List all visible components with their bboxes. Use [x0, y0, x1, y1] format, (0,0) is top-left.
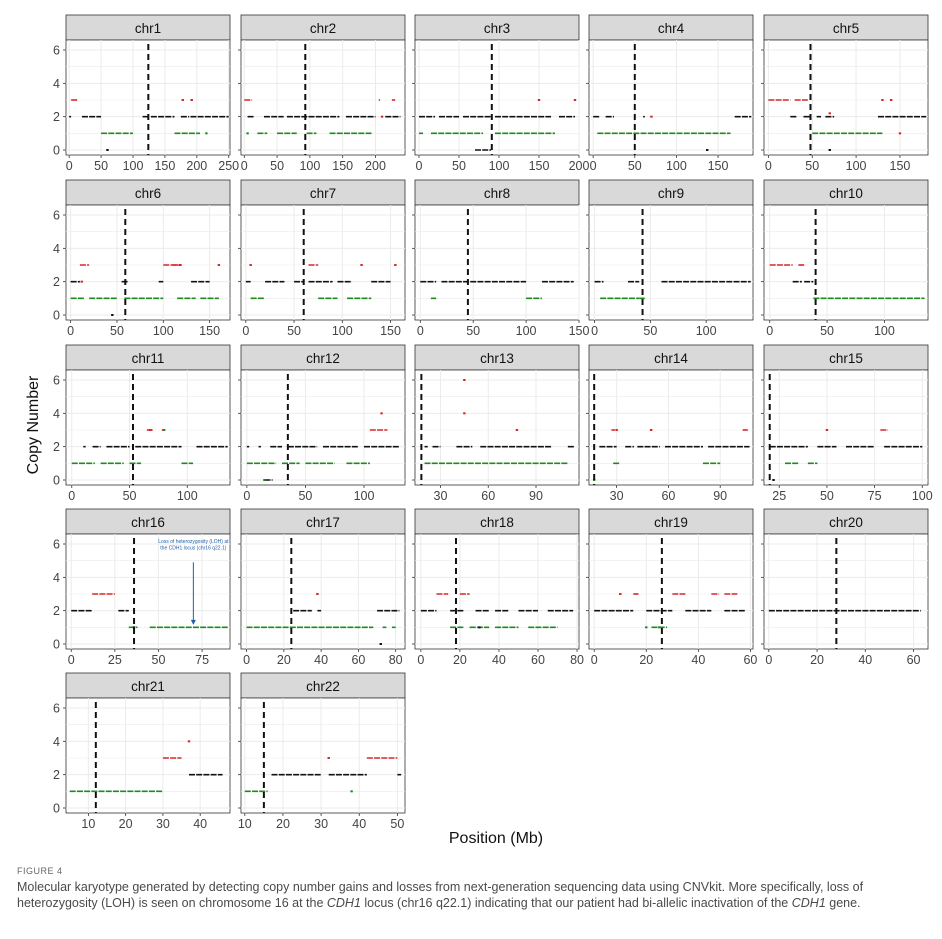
x-tick-label: 40 — [193, 817, 208, 831]
strip-label-chr8: chr8 — [483, 186, 511, 201]
strip-label-chr11: chr11 — [131, 351, 165, 366]
plot-area-chr3 — [415, 40, 579, 155]
panel-chr9 — [586, 180, 753, 338]
y-tick-label: 2 — [53, 110, 60, 125]
x-tick-label: 0 — [591, 324, 599, 338]
x-tick-label: 30 — [433, 489, 448, 503]
x-tick-label: 0 — [765, 653, 773, 667]
copy-point — [106, 149, 108, 151]
x-tick-label: 50 — [94, 159, 109, 173]
panel-chr4 — [586, 15, 753, 173]
x-tick-label: 0 — [764, 159, 772, 173]
caption-gene-1: CDH1 — [326, 896, 361, 910]
copy-point — [263, 479, 265, 481]
panel-chr14 — [586, 345, 753, 503]
plot-area-chr10 — [764, 205, 928, 320]
x-tick-label: 60 — [661, 489, 676, 503]
plot-area-chr11 — [66, 370, 230, 485]
x-tick-label: 250 — [218, 159, 240, 173]
copy-point — [328, 757, 330, 759]
strip-label-chr5: chr5 — [832, 21, 860, 36]
x-tick-label: 0 — [68, 489, 76, 503]
y-tick-label: 4 — [53, 734, 60, 749]
x-tick-label: 40 — [314, 653, 329, 667]
x-tick-label: 100 — [176, 489, 198, 503]
x-tick-label: 50 — [452, 159, 466, 173]
copy-point — [316, 593, 318, 595]
strip-label-chr16: chr16 — [131, 515, 165, 530]
plot-area-chr18 — [415, 534, 579, 649]
x-tick-label: 200 — [186, 159, 208, 173]
figure-caption — [17, 866, 929, 911]
x-tick-label: 150 — [889, 159, 911, 173]
panel-chr17 — [238, 509, 405, 667]
y-tick-label: 0 — [53, 637, 60, 652]
panel-chr19 — [586, 509, 757, 667]
panel-chr1 — [53, 15, 239, 173]
x-tick-label: 150 — [199, 324, 221, 338]
copy-point — [478, 626, 480, 628]
y-axis-label: Copy Number — [25, 375, 42, 475]
figure-caption-text — [17, 879, 929, 911]
copy-point — [829, 149, 831, 151]
copy-point — [772, 479, 774, 481]
plot-area-chr7 — [241, 205, 405, 320]
copy-point — [249, 264, 251, 266]
y-tick-label: 0 — [53, 308, 60, 323]
panel-chr10 — [761, 180, 928, 338]
strip-label-chr1: chr1 — [134, 21, 162, 36]
x-tick-label: 50 — [466, 324, 481, 338]
copy-point — [380, 643, 382, 645]
x-tick-label: 30 — [314, 817, 329, 831]
y-tick-label: 6 — [53, 701, 60, 716]
y-tick-label: 6 — [53, 208, 60, 223]
y-tick-label: 6 — [53, 537, 60, 552]
plot-area-chr2 — [241, 40, 405, 155]
panel-chr22 — [238, 673, 405, 831]
y-tick-label: 2 — [53, 604, 60, 619]
figure-label: FIGURE 4 — [17, 866, 63, 876]
x-tick-label: 50 — [110, 324, 124, 338]
copy-point — [182, 99, 184, 101]
strip-label-chr18: chr18 — [480, 515, 514, 530]
x-tick-label: 100 — [695, 324, 717, 338]
x-tick-label: 0 — [67, 653, 75, 667]
strip-label-chr9: chr9 — [657, 186, 685, 201]
copy-point — [615, 429, 617, 431]
x-tick-label: 90 — [529, 489, 543, 503]
x-tick-label: 25 — [772, 489, 787, 503]
copy-point — [658, 626, 660, 628]
x-tick-label: 10 — [81, 817, 96, 831]
x-tick-label: 75 — [195, 653, 210, 667]
x-tick-label: 50 — [270, 159, 285, 173]
x-tick-label: 50 — [820, 324, 835, 338]
x-tick-label: 100 — [515, 324, 537, 338]
plot-area-chr22 — [241, 698, 405, 813]
x-tick-label: 20 — [276, 817, 290, 831]
panel-chr12 — [238, 345, 405, 503]
copy-point — [81, 281, 83, 283]
x-tick-label: 90 — [713, 489, 728, 503]
copy-point — [619, 593, 621, 595]
plot-area-chr4 — [589, 40, 753, 155]
strip-label-chr10: chr10 — [829, 186, 863, 201]
x-tick-label: 30 — [155, 817, 170, 831]
panel-chr21 — [53, 673, 230, 831]
loh-annotation-text: Loss of heterozygosity (LOH) at — [158, 539, 229, 546]
y-tick-label: 2 — [53, 275, 60, 290]
x-tick-label: 20 — [639, 653, 654, 667]
strip-label-chr17: chr17 — [306, 515, 340, 530]
y-tick-label: 4 — [53, 406, 60, 421]
x-tick-label: 50 — [298, 489, 313, 503]
plot-area-chr20 — [764, 534, 928, 649]
x-tick-label: 0 — [766, 324, 774, 338]
panel-chr5 — [761, 15, 928, 173]
y-tick-label: 0 — [53, 473, 60, 488]
x-tick-label: 0 — [243, 653, 251, 667]
panel-chr18 — [412, 509, 584, 667]
x-tick-label: 200 — [568, 159, 590, 173]
x-tick-label: 50 — [643, 324, 658, 338]
strip-label-chr4: chr4 — [657, 21, 685, 36]
y-tick-label: 6 — [53, 43, 60, 58]
x-tick-label: 40 — [858, 653, 873, 667]
copy-point — [645, 626, 647, 628]
copy-point — [179, 264, 181, 266]
x-tick-label: 20 — [276, 653, 291, 667]
plot-area-chr13 — [415, 370, 579, 485]
x-tick-label: 50 — [627, 159, 642, 173]
panel-chr3 — [412, 15, 589, 173]
x-tick-label: 100 — [331, 324, 353, 338]
x-tick-label: 50 — [390, 817, 405, 831]
panel-chr11 — [53, 345, 230, 503]
x-tick-label: 200 — [365, 159, 386, 173]
x-tick-label: 100 — [152, 324, 174, 338]
copy-point — [394, 264, 396, 266]
panel-chr7 — [238, 180, 405, 338]
y-tick-label: 0 — [53, 801, 60, 816]
panel-chr6 — [53, 180, 230, 338]
x-tick-label: 40 — [352, 817, 367, 831]
copy-point — [205, 132, 207, 134]
copy-point — [350, 790, 352, 792]
y-tick-label: 0 — [53, 143, 60, 158]
x-tick-label: 50 — [151, 653, 166, 667]
plot-area-chr21 — [66, 698, 230, 813]
strip-label-chr19: chr19 — [654, 515, 688, 530]
x-tick-label: 0 — [65, 159, 73, 173]
x-tick-label: 75 — [867, 489, 882, 503]
copy-point — [829, 112, 831, 114]
x-tick-label: 100 — [353, 489, 375, 503]
x-tick-label: 20 — [810, 653, 825, 667]
y-tick-label: 6 — [53, 373, 60, 388]
copy-point — [381, 116, 383, 118]
x-tick-label: 60 — [743, 653, 758, 667]
loh-annotation-text: the CDH1 locus (chr16 q22.1) — [160, 545, 227, 552]
x-tick-label: 60 — [351, 653, 366, 667]
x-tick-label: 0 — [240, 159, 248, 173]
strip-label-chr14: chr14 — [654, 351, 688, 366]
plot-area-chr12 — [241, 370, 405, 485]
x-tick-label: 0 — [242, 324, 250, 338]
copy-point — [650, 429, 652, 431]
plot-area-chr8 — [415, 205, 579, 320]
x-tick-label: 50 — [287, 324, 302, 338]
x-tick-label: 30 — [609, 489, 624, 503]
x-tick-label: 0 — [67, 324, 75, 338]
x-tick-label: 150 — [528, 159, 550, 173]
plot-area-chr17 — [241, 534, 405, 649]
plot-area-chr5 — [764, 40, 928, 155]
y-tick-label: 4 — [53, 570, 60, 585]
strip-label-chr20: chr20 — [829, 515, 863, 530]
x-tick-label: 50 — [819, 489, 834, 503]
copy-point — [463, 379, 465, 381]
x-tick-label: 80 — [570, 653, 585, 667]
copy-point — [163, 429, 165, 431]
x-axis-label: Position (Mb) — [448, 830, 544, 847]
x-tick-label: 0 — [416, 324, 424, 338]
copy-point — [899, 132, 901, 134]
copy-point — [246, 132, 248, 134]
x-tick-label: 60 — [481, 489, 496, 503]
copy-point — [111, 314, 113, 316]
caption-part-1: Molecular karyotype generated by detecting copy number gains and losses from next-generation sequencing data using CNVkit. More specifically, loss of heterozygosity (LOH) is seen on chromosome 16 at the — [17, 880, 864, 910]
x-tick-label: 100 — [911, 489, 933, 503]
copy-point — [538, 99, 540, 101]
copy-point — [360, 264, 362, 266]
x-tick-label: 150 — [154, 159, 176, 173]
panel-chr8 — [412, 180, 589, 338]
strip-label-chr22: chr22 — [306, 679, 340, 694]
strip-label-chr3: chr3 — [483, 21, 511, 36]
x-tick-label: 100 — [488, 159, 510, 173]
plot-area-chr14 — [589, 370, 753, 485]
x-tick-label: 0 — [589, 159, 597, 173]
plot-area-chr6 — [66, 205, 230, 320]
copy-point — [574, 99, 576, 101]
x-tick-label: 60 — [906, 653, 921, 667]
panel-chr2 — [238, 15, 405, 173]
y-tick-label: 2 — [53, 768, 60, 783]
x-tick-label: 100 — [122, 159, 144, 173]
x-tick-label: 0 — [590, 653, 598, 667]
copy-point — [650, 116, 652, 118]
copy-point — [463, 412, 465, 414]
x-tick-label: 0 — [243, 489, 251, 503]
panel-chr15 — [761, 345, 933, 503]
y-tick-label: 4 — [53, 241, 60, 256]
strip-label-chr13: chr13 — [480, 351, 514, 366]
strip-label-chr7: chr7 — [309, 186, 337, 201]
x-tick-label: 0 — [417, 653, 425, 667]
x-tick-label: 150 — [568, 324, 590, 338]
x-tick-label: 150 — [707, 159, 729, 173]
x-tick-label: 100 — [665, 159, 687, 173]
plot-area-chr15 — [764, 370, 928, 485]
y-tick-label: 4 — [53, 76, 60, 91]
caption-part-2: locus (chr16 q22.1) indicating that our patient had bi-allelic inactivation of the — [360, 896, 792, 910]
x-tick-label: 60 — [531, 653, 545, 667]
strip-label-chr6: chr6 — [134, 186, 162, 201]
copy-point — [826, 429, 828, 431]
x-tick-label: 50 — [122, 489, 137, 503]
strip-label-chr15: chr15 — [829, 351, 863, 366]
copy-point — [218, 264, 220, 266]
strip-label-chr2: chr2 — [309, 21, 337, 36]
x-tick-label: 100 — [299, 159, 321, 173]
plot-area-chr19 — [589, 534, 753, 649]
x-tick-label: 150 — [332, 159, 354, 173]
copy-point — [149, 429, 151, 431]
strip-label-chr12: chr12 — [306, 351, 340, 366]
x-tick-label: 0 — [415, 159, 423, 173]
copy-point — [191, 99, 193, 101]
caption-gene-2: CDH1 — [791, 896, 826, 910]
panel-chr20 — [761, 509, 928, 667]
x-tick-label: 80 — [388, 653, 403, 667]
x-tick-label: 10 — [237, 817, 252, 831]
x-tick-label: 20 — [452, 653, 467, 667]
panel-chr13 — [412, 345, 579, 503]
y-tick-label: 2 — [53, 440, 60, 455]
x-tick-label: 40 — [491, 653, 506, 667]
x-tick-label: 25 — [107, 653, 122, 667]
copy-point — [890, 99, 892, 101]
copy-point — [188, 740, 190, 742]
x-tick-label: 20 — [118, 817, 133, 831]
x-tick-label: 150 — [380, 324, 401, 338]
x-tick-label: 100 — [845, 159, 867, 173]
panel-chr16 — [53, 509, 230, 667]
x-tick-label: 40 — [691, 653, 706, 667]
caption-part-3: gene. — [825, 896, 861, 910]
x-tick-label: 100 — [873, 324, 895, 338]
copy-point — [706, 149, 708, 151]
copy-point — [516, 429, 518, 431]
copy-point — [881, 99, 883, 101]
x-tick-label: 50 — [805, 159, 820, 173]
plot-area-chr9 — [589, 205, 753, 320]
strip-label-chr21: chr21 — [131, 679, 165, 694]
copy-point — [380, 412, 382, 414]
